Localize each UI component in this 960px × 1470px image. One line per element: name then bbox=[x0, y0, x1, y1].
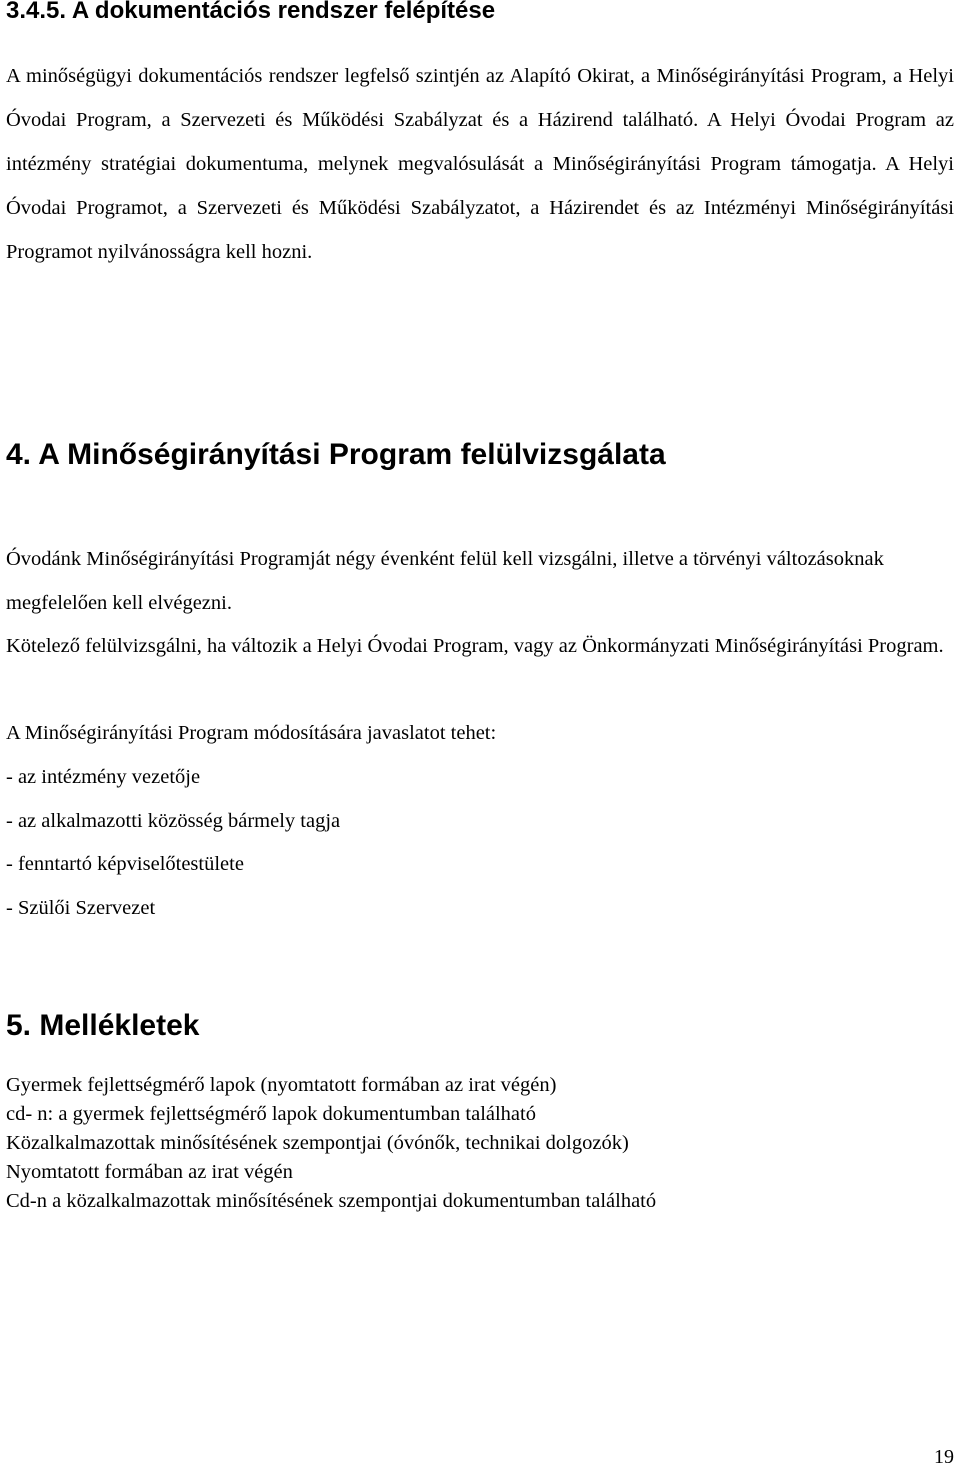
list-item: cd- n: a gyermek fejlettségmérő lapok dokumentumban található bbox=[6, 1103, 536, 1125]
section-4-line-3: A Minőségirányítási Program módosítására javaslatot tehet: bbox=[6, 722, 497, 745]
list-item: Cd-n a közalkalmazottak minősítésének szempontjai dokumentumban található bbox=[6, 1190, 657, 1212]
list-item: Gyermek fejlettségmérő lapok (nyomtatott formában az irat végén) bbox=[6, 1074, 557, 1096]
list-item: - fenntartó képviselőtestülete bbox=[6, 853, 244, 876]
section-3-4-5-paragraph: A minőségügyi dokumentációs rendszer legfelső szintjén az Alapító Okirat, a Minőségirányítási Program, a Helyi Óvodai Program, a Szervezeti és Működési Szabályzat és a Házirend található. A Helyi Óvodai Program az intézmény stratégiai dokumentuma, melynek megvalósulását a Minőségirányítási Program támogatja. A Helyi Óvodai Programot, a Szervezeti és Működési Szabályzatot, a Házirendet és az Intézményi Minőségirányítási Programot nyilvánosságra kell hozni. bbox=[6, 65, 954, 263]
section-heading-3-4-5: 3.4.5. A dokumentációs rendszer felépítése bbox=[6, 0, 496, 24]
list-item: Nyomtatott formában az irat végén bbox=[6, 1161, 293, 1183]
list-item: - az intézmény vezetője bbox=[6, 765, 201, 788]
section-heading-5: 5. Mellékletek bbox=[6, 1009, 200, 1042]
section-5-body bbox=[6, 1071, 954, 1216]
section-4-body bbox=[6, 538, 954, 930]
list-item: - az alkalmazotti közösség bármely tagja bbox=[6, 809, 341, 832]
section-4-line-1: Óvodánk Minőségirányítási Programját négy évenként felül kell vizsgálni, illetve a törvényi változásoknak megfelelően kell elvégezni. bbox=[6, 548, 884, 614]
section-4-line-2: Kötelező felülvizsgálni, ha változik a Helyi Óvodai Program, vagy az Önkormányzati Minőségirányítási Program. bbox=[6, 635, 944, 658]
section-heading-4: 4. A Minőségirányítási Program felülvizsgálata bbox=[6, 438, 666, 471]
list-item: - Szülői Szervezet bbox=[6, 896, 156, 919]
page-number: 19 bbox=[934, 1446, 954, 1468]
list-item: Közalkalmazottak minősítésének szempontjai (óvónők, technikai dolgozók) bbox=[6, 1132, 629, 1154]
